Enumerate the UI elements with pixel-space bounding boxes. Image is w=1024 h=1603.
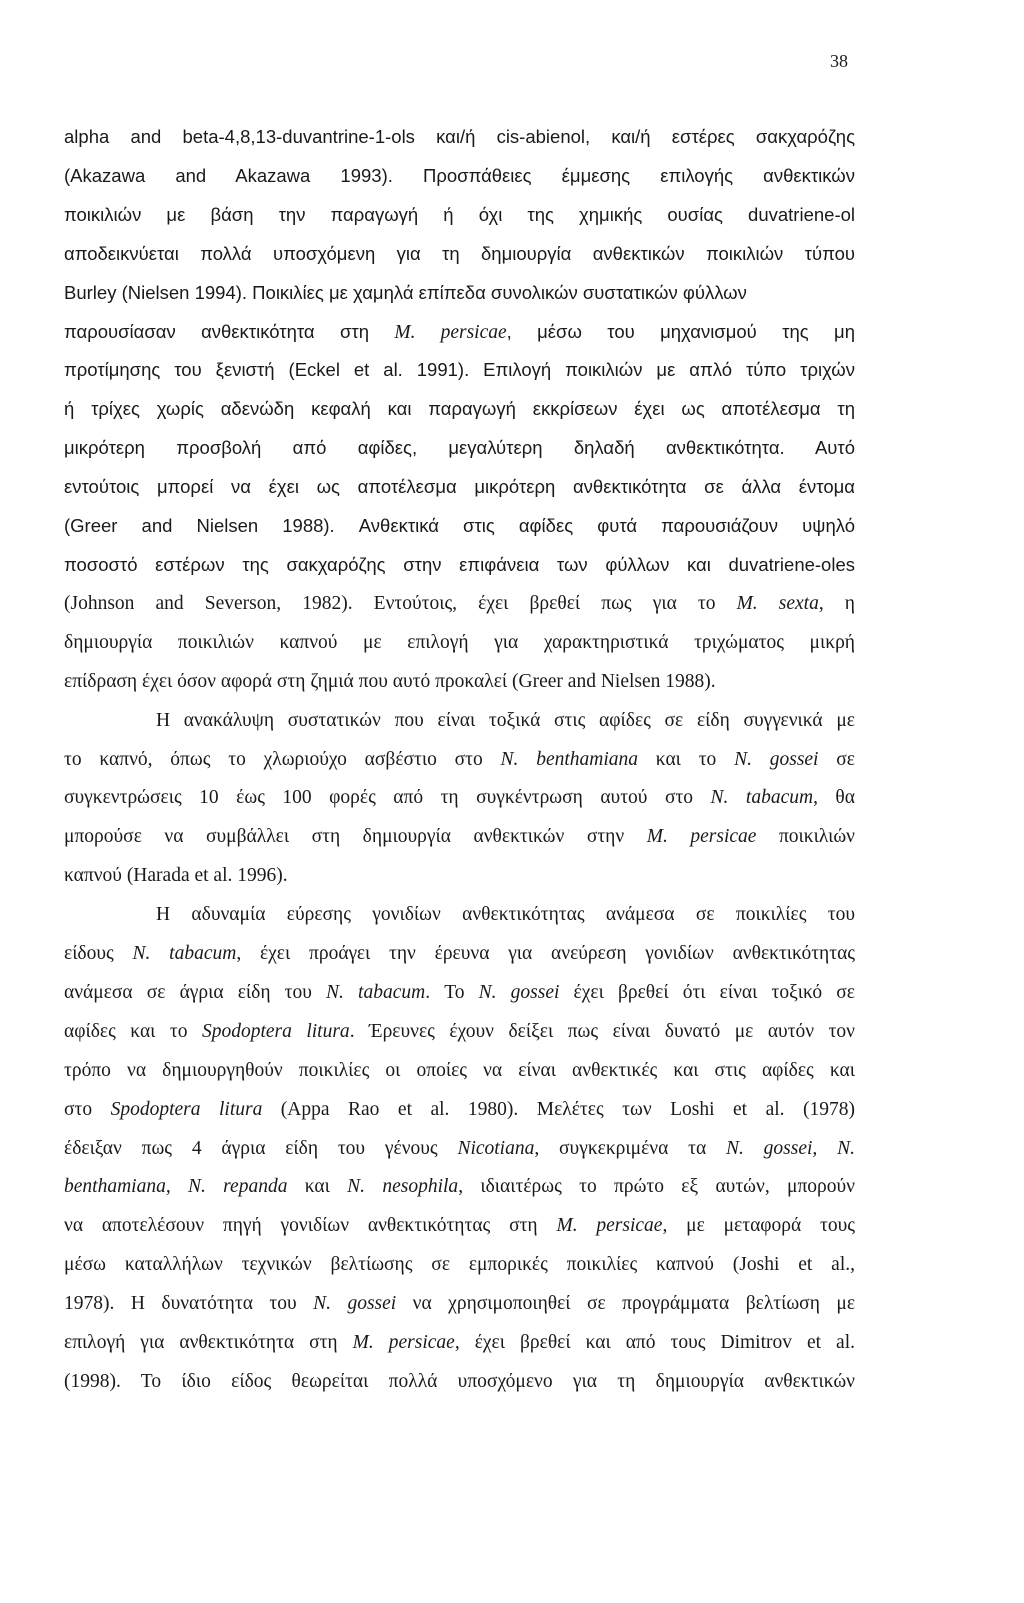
text-segment: να αποτελέσουν πηγή γονιδίων ανθεκτικότητας στη <box>64 1215 557 1237</box>
italic-text: Spodoptera litura <box>110 1098 263 1120</box>
italic-text: N. tabacum <box>132 943 237 965</box>
text-segment: να χρησιμοποιηθεί σε προγράμματα βελτίωση με <box>396 1293 855 1315</box>
text-segment: δημιουργία ποικιλιών καπνού με επιλογή για χαρακτηριστικά τριχώματος μικρή <box>64 631 855 653</box>
text-segment: έχει βρεθεί ότι είναι τοξικό σε <box>559 981 855 1003</box>
text-line <box>64 429 855 468</box>
text-line <box>64 585 855 624</box>
text-segment: , με μεταφορά τους <box>662 1215 855 1237</box>
text-segment: ανάμεσα σε άγρια είδη του <box>64 981 327 1003</box>
text-segment: (Greer and Nielsen 1988). Ανθεκτικά στις αφίδες φυτά παρουσιάζουν υψηλό <box>64 515 855 537</box>
text-line <box>64 235 855 274</box>
italic-text: N. benthamiana <box>500 748 639 770</box>
text-segment: ποσοστό εστέρων της σακχαρόζης στην επιφάνεια των φύλλων και duvatriene-oles <box>64 553 855 575</box>
text-line <box>64 390 855 429</box>
text-segment: ή τρίχες χωρίς αδενώδη κεφαλή και παραγωγή εκκρίσεων έχει ως αποτέλεσμα τη <box>64 398 855 420</box>
text-line <box>64 663 855 702</box>
text-segment: Η ανακάλυψη συστατικών που είναι τοξικά στις αφίδες σε είδη συγγενικά με <box>156 709 855 731</box>
text-line <box>64 974 855 1013</box>
text-line <box>64 624 855 663</box>
italic-text: Spodoptera litura <box>201 1020 350 1042</box>
italic-text: Nicotiana <box>457 1137 535 1159</box>
text-line <box>64 196 855 235</box>
text-segment: 1978). Η δυνατότητα του <box>64 1293 314 1315</box>
text-segment: (Johnson and Severson, 1982). Εντούτοις, έχει βρεθεί πως για το <box>64 592 737 614</box>
text-segment: μπορούσε να συμβάλλει στη δημιουργία ανθεκτικών στην <box>64 826 647 848</box>
text-segment: αποδεικνύεται πολλά υποσχόμενη για τη δημιουργία ανθεκτικών ποικιλιών τύπου <box>64 242 855 264</box>
text-line <box>64 1363 855 1402</box>
text-line <box>64 1013 855 1052</box>
text-line <box>64 274 855 313</box>
text-segment: ποικιλιών <box>756 826 855 848</box>
text-segment: , συγκεκριμένα τα <box>534 1137 726 1159</box>
text-line <box>64 1246 855 1285</box>
text-line <box>64 896 855 935</box>
text-line <box>64 818 855 857</box>
text-segment: (Appa Rao et al. 1980). Μελέτες των Loshi et al. (1978) <box>262 1098 855 1120</box>
text-line <box>64 1285 855 1324</box>
text-segment: το καπνό, όπως το χλωριούχο ασβέστιο στο <box>64 748 501 770</box>
text-line <box>64 351 855 390</box>
text-segment: στο <box>64 1098 111 1120</box>
text-line <box>64 313 855 352</box>
text-segment: σε <box>818 748 855 770</box>
italic-text: N. gossei, N. <box>725 1137 855 1159</box>
italic-text: M. persicae <box>352 1332 455 1354</box>
text-line <box>64 1091 855 1130</box>
italic-text: benthamiana, N. repanda <box>64 1176 288 1198</box>
italic-text: N. tabacum <box>710 787 814 809</box>
text-line <box>64 1052 855 1091</box>
text-line <box>64 779 855 818</box>
italic-text: M. sexta <box>736 592 819 614</box>
text-line <box>64 1207 855 1246</box>
text-segment: και το <box>638 748 735 770</box>
text-line <box>64 857 855 896</box>
text-segment: , η <box>818 592 855 614</box>
page-number: 38 <box>830 51 848 71</box>
text-segment: εντούτοις μπορεί να έχει ως αποτέλεσμα μικρότερη ανθεκτικότητα σε άλλα έντομα <box>64 476 855 498</box>
text-segment: μικρότερη προσβολή από αφίδες, μεγαλύτερη δηλαδή ανθεκτικότητα. Αυτό <box>64 437 855 459</box>
text-segment: (1998). Το ίδιο είδος θεωρείται πολλά υποσχόμενο για τη δημιουργία ανθεκτικών <box>64 1371 855 1392</box>
text-line <box>64 741 855 780</box>
italic-text: N. gossei <box>478 981 560 1003</box>
text-line <box>64 546 855 585</box>
text-segment: είδους <box>64 943 133 965</box>
text-segment: συγκεντρώσεις 10 έως 100 φορές από τη συγκέντρωση αυτού στο <box>64 787 711 809</box>
text-segment: . Το <box>425 981 479 1003</box>
text-segment: Burley (Nielsen 1994). Ποικιλίες με χαμηλά επίπεδα συνολικών συστατικών φύλλων <box>64 281 747 303</box>
text-segment: . Έρευνες έχουν δείξει πως είναι δυνατό με αυτόν τον <box>349 1020 855 1042</box>
text-line <box>64 1168 855 1207</box>
body-text <box>64 118 855 1402</box>
text-segment: , μέσω του μηχανισμού της μη <box>506 320 855 342</box>
text-segment: έδειξαν πως 4 άγρια είδη του γένους <box>64 1137 458 1159</box>
text-segment: παρουσίασαν ανθεκτικότητα στη <box>64 320 395 342</box>
text-segment: alpha and beta-4,8,13-duvantrine-1-ols και/ή cis-abienol, και/ή εστέρες σακχαρόζης <box>64 126 855 147</box>
text-line <box>64 935 855 974</box>
text-segment: επιλογή για ανθεκτικότητα στη <box>64 1332 353 1354</box>
text-line <box>64 118 855 157</box>
italic-text: N. gossei <box>734 748 819 770</box>
text-segment: καπνού (Harada et al. 1996). <box>64 865 288 887</box>
text-line <box>64 507 855 546</box>
text-segment: και <box>287 1176 348 1198</box>
text-line <box>64 157 855 196</box>
text-segment: μέσω καταλλήλων τεχνικών βελτίωσης σε εμπορικές ποικιλίες καπνού (Joshi et al., <box>64 1254 855 1276</box>
text-segment: , θα <box>813 787 855 809</box>
text-segment: , έχει προάγει την έρευνα για ανεύρεση γονιδίων ανθεκτικότητας <box>236 943 855 965</box>
italic-text: M. persicae <box>646 826 757 848</box>
text-segment: τρόπο να δημιουργηθούν ποικιλίες οι οποίες να είναι ανθεκτικές και στις αφίδες και <box>64 1059 855 1081</box>
italic-text: M. persicae <box>394 321 507 343</box>
text-line <box>64 1324 855 1363</box>
italic-text: N. nesophila <box>347 1176 459 1198</box>
text-line <box>64 702 855 741</box>
text-segment: (Akazawa and Akazawa 1993). Προσπάθειες έμμεσης επιλογής ανθεκτικών <box>64 164 855 186</box>
italic-text: N. gossei <box>313 1293 397 1315</box>
text-segment: επίδραση έχει όσον αφορά στη ζημιά που αυτό προκαλεί (Greer and Nielsen 1988). <box>64 670 716 692</box>
text-segment: προτίμησης του ξενιστή (Eckel et al. 1991). Επιλογή ποικιλιών με απλό τύπο τριχών <box>64 359 855 381</box>
text-segment: Η αδυναμία εύρεσης γονιδίων ανθεκτικότητας ανάμεσα σε ποικιλίες του <box>156 904 855 926</box>
text-segment: , έχει βρεθεί και από τους Dimitrov et al. <box>454 1332 855 1354</box>
text-line <box>64 468 855 507</box>
italic-text: N. tabacum <box>326 981 426 1003</box>
text-segment: , ιδιαιτέρως το πρώτο εξ αυτών, μπορούν <box>458 1176 855 1198</box>
italic-text: M. persicae <box>556 1215 663 1237</box>
text-segment: ποικιλιών με βάση την παραγωγή ή όχι της χημικής ουσίας duvatriene-ol <box>64 203 855 225</box>
text-line <box>64 1130 855 1169</box>
text-segment: αφίδες και το <box>64 1020 202 1042</box>
